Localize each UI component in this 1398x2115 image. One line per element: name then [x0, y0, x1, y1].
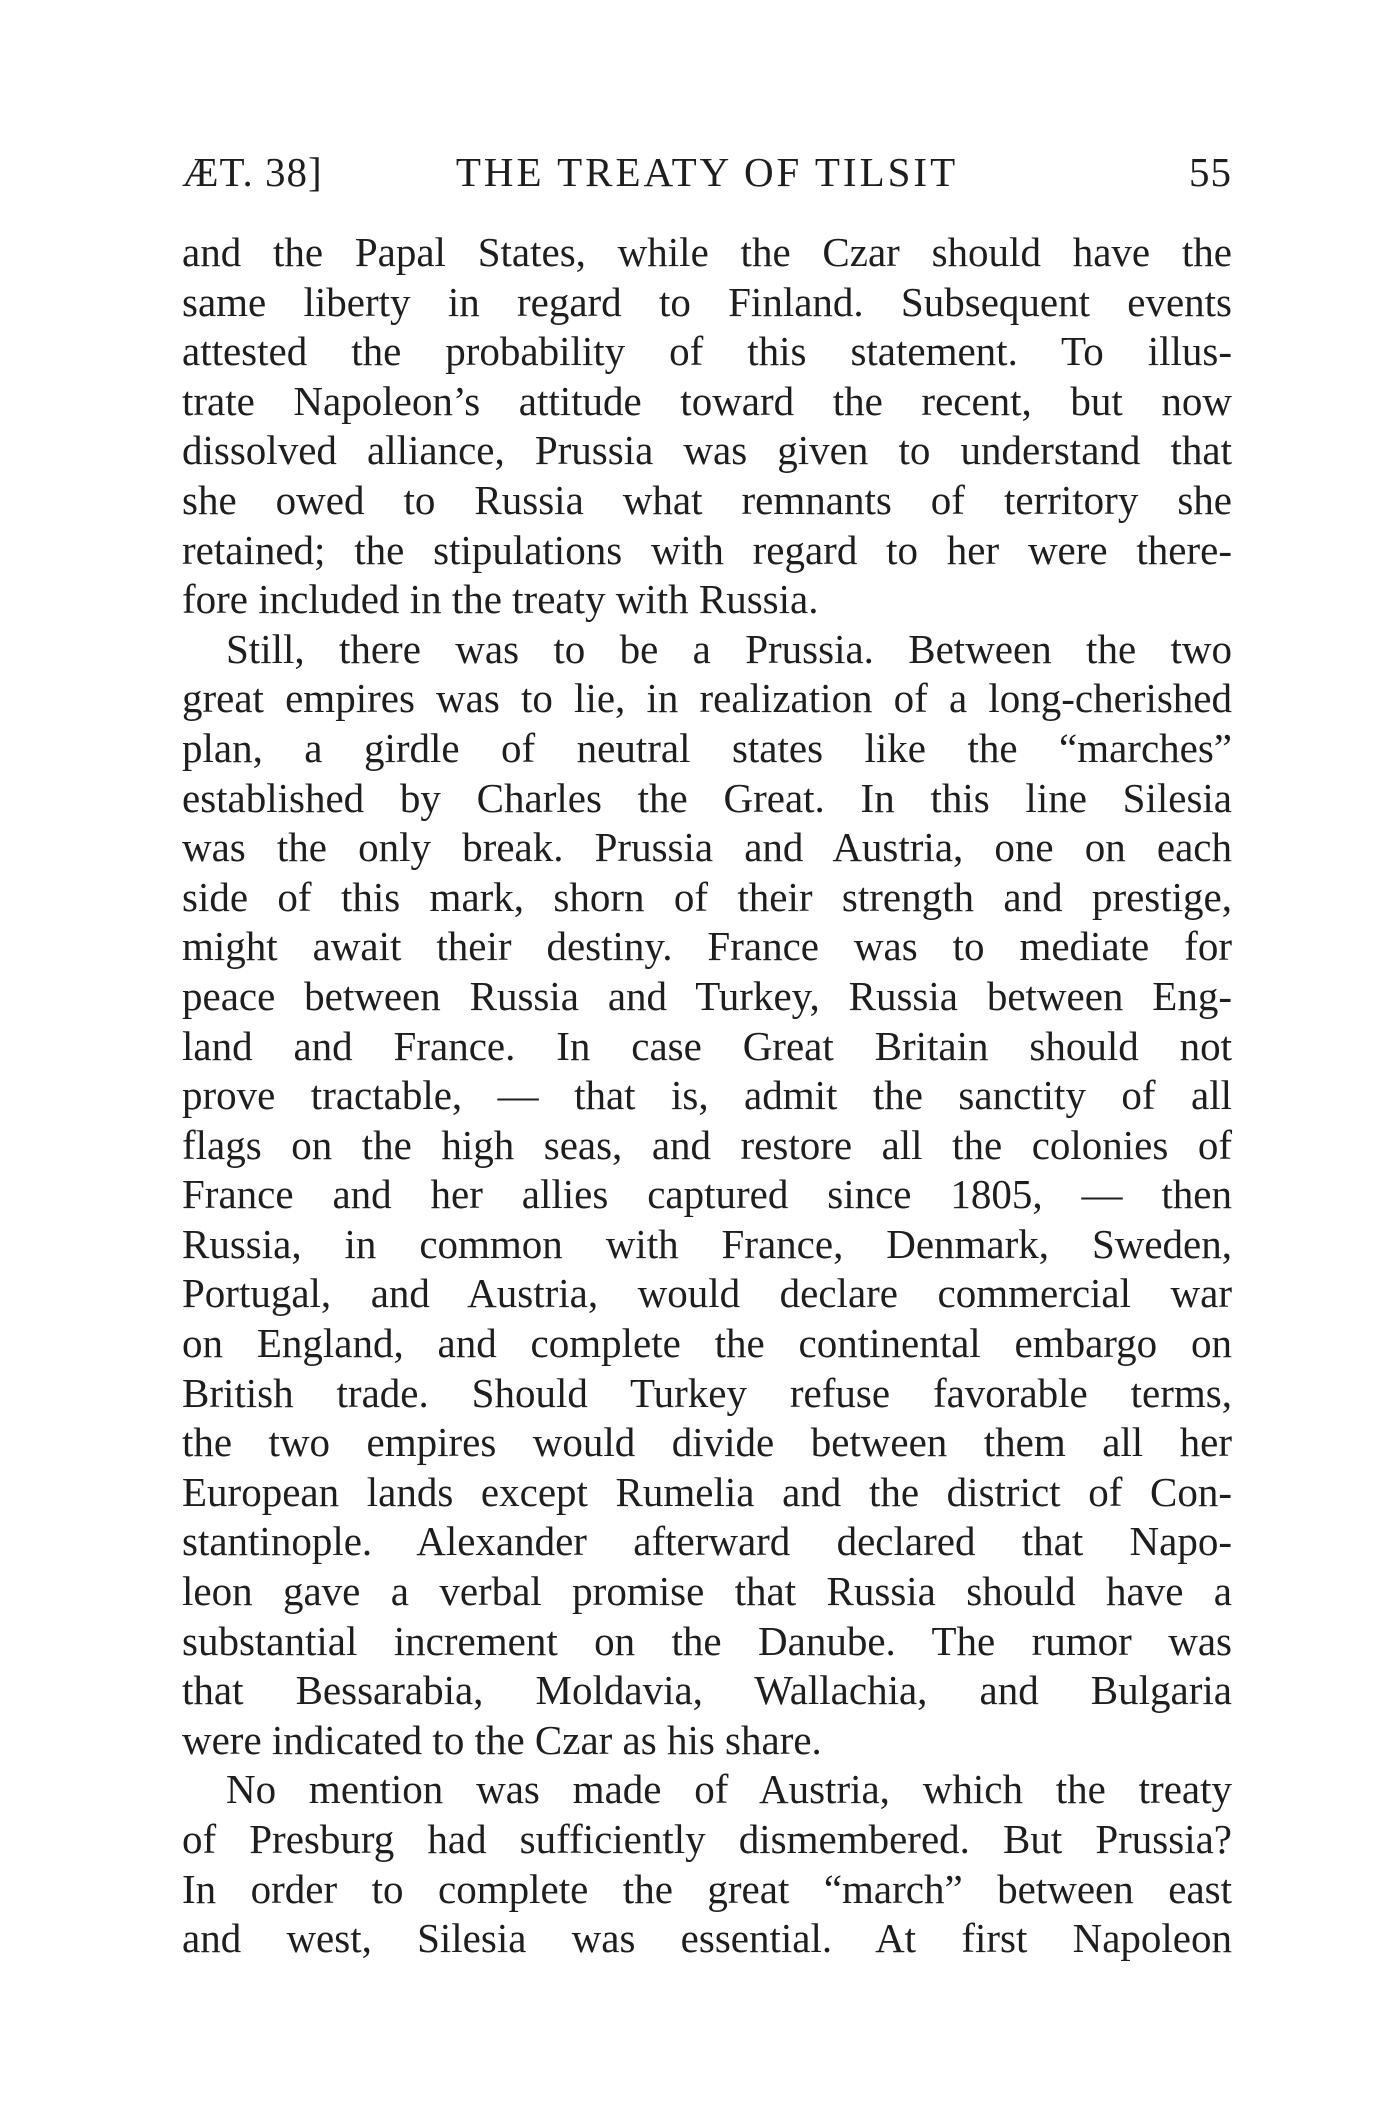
text-line: stantinople. Alexander afterward declared that Napo-: [182, 1518, 1232, 1565]
running-title: THE TREATY OF TILSIT: [455, 149, 959, 195]
chapter-age-marker: ÆT. 38]: [182, 149, 323, 195]
text-line: prove tractable, — that is, admit the sanctity of all: [182, 1072, 1232, 1119]
text-line: the two empires would divide between them all her: [182, 1419, 1232, 1466]
text-line: No mention was made of Austria, which the treaty: [226, 1766, 1232, 1813]
paragraph-1: [182, 228, 1232, 625]
text-line: side of this mark, shorn of their strength and prestige,: [182, 873, 1232, 920]
text-line: France and her allies captured since 1805, — then: [182, 1171, 1232, 1218]
text-line: and west, Silesia was essential. At first Napoleon: [182, 1915, 1232, 1962]
text-line: peace between Russia and Turkey, Russia between Eng-: [182, 972, 1232, 1019]
paragraph-2: [182, 625, 1232, 1766]
text-line: substantial increment on the Danube. The rumor was: [182, 1617, 1232, 1664]
text-line: that Bessarabia, Moldavia, Wallachia, and Bulgaria: [182, 1667, 1232, 1714]
text-line: land and France. In case Great Britain should not: [182, 1022, 1232, 1069]
text-line: retained; the stipulations with regard to her were there-: [182, 526, 1232, 573]
text-line: attested the probability of this statement. To illus-: [182, 328, 1232, 375]
text-line: flags on the high seas, and restore all the colonies of: [182, 1121, 1232, 1168]
text-line: trate Napoleon’s attitude toward the recent, but now: [182, 377, 1232, 424]
text-line: and the Papal States, while the Czar should have the: [182, 229, 1232, 275]
text-line: British trade. Should Turkey refuse favorable terms,: [182, 1369, 1232, 1416]
running-head: [182, 142, 1232, 202]
text-line: of Presburg had sufficiently dismembered. But Prussia?: [182, 1816, 1232, 1862]
text-line: were indicated to the Czar as his share.: [182, 1716, 822, 1763]
text-line: plan, a girdle of neutral states like the “marches”: [182, 724, 1232, 771]
text-line: she owed to Russia what remnants of territory she: [182, 476, 1232, 523]
text-line: established by Charles the Great. In this line Silesia: [182, 774, 1232, 821]
text-line: was the only break. Prussia and Austria, one on each: [182, 824, 1232, 871]
text-line: might await their destiny. France was to mediate for: [182, 923, 1232, 970]
text-line: great empires was to lie, in realization of a long-cherished: [182, 675, 1232, 722]
body-text: [182, 228, 1232, 1964]
text-line: same liberty in regard to Finland. Subsequent events: [182, 278, 1232, 325]
text-line: on England, and complete the continental embargo on: [182, 1320, 1232, 1367]
text-line: Still, there was to be a Prussia. Between the two: [226, 625, 1232, 672]
text-line: In order to complete the great “march” between east: [182, 1865, 1232, 1912]
page-number: 55: [1189, 149, 1232, 195]
text-line: Portugal, and Austria, would declare commercial war: [182, 1270, 1232, 1317]
text-line: dissolved alliance, Prussia was given to understand that: [182, 427, 1232, 474]
text-line: European lands except Rumelia and the district of Con-: [182, 1468, 1232, 1515]
text-line: leon gave a verbal promise that Russia should have a: [182, 1568, 1232, 1615]
text-line: Russia, in common with France, Denmark, Sweden,: [182, 1220, 1232, 1267]
text-line: fore included in the treaty with Russia.: [182, 576, 819, 623]
paragraph-3: [182, 1765, 1232, 1963]
